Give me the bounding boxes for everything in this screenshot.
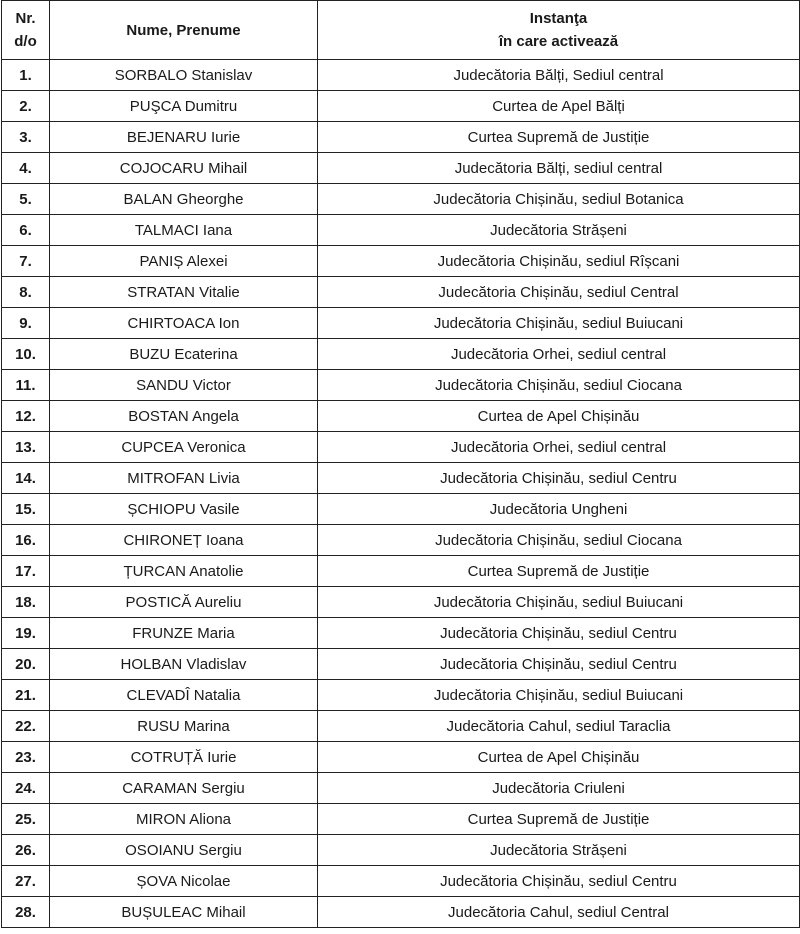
cell-institution: Judecătoria Chișinău, sediul Rîșcani bbox=[318, 246, 800, 277]
cell-name: FRUNZE Maria bbox=[50, 618, 318, 649]
cell-nr: 23. bbox=[2, 742, 50, 773]
cell-name: OSOIANU Sergiu bbox=[50, 835, 318, 866]
cell-institution: Judecătoria Bălți, sediul central bbox=[318, 153, 800, 184]
cell-institution: Judecătoria Chișinău, sediul Buiucani bbox=[318, 308, 800, 339]
cell-name: STRATAN Vitalie bbox=[50, 277, 318, 308]
cell-nr: 28. bbox=[2, 897, 50, 928]
cell-institution: Judecătoria Strășeni bbox=[318, 835, 800, 866]
cell-name: ȘCHIOPU Vasile bbox=[50, 494, 318, 525]
cell-nr: 3. bbox=[2, 122, 50, 153]
header-name bbox=[50, 1, 318, 60]
header-institution-line2: în care activează bbox=[498, 33, 619, 50]
table-row bbox=[2, 401, 800, 432]
cell-institution: Judecătoria Chișinău, sediul Centru bbox=[318, 463, 800, 494]
header-row bbox=[2, 1, 800, 60]
cell-nr: 2. bbox=[2, 91, 50, 122]
cell-institution: Judecătoria Bălți, Sediul central bbox=[318, 60, 800, 91]
cell-institution: Judecătoria Chișinău, sediul Centru bbox=[318, 649, 800, 680]
cell-name: COJOCARU Mihail bbox=[50, 153, 318, 184]
table-row bbox=[2, 246, 800, 277]
cell-name: COTRUȚĂ Iurie bbox=[50, 742, 318, 773]
header-nr-line2: d/o bbox=[14, 33, 37, 50]
table-row bbox=[2, 711, 800, 742]
table-row bbox=[2, 60, 800, 91]
table-row bbox=[2, 184, 800, 215]
table-row bbox=[2, 463, 800, 494]
cell-institution: Judecătoria Chișinău, sediul Ciocana bbox=[318, 370, 800, 401]
cell-institution: Curtea Supremă de Justiție bbox=[318, 804, 800, 835]
cell-nr: 15. bbox=[2, 494, 50, 525]
table-row bbox=[2, 835, 800, 866]
cell-name: PANIȘ Alexei bbox=[50, 246, 318, 277]
cell-name: CHIRTOACA Ion bbox=[50, 308, 318, 339]
cell-nr: 21. bbox=[2, 680, 50, 711]
cell-name: HOLBAN Vladislav bbox=[50, 649, 318, 680]
cell-nr: 6. bbox=[2, 215, 50, 246]
cell-name: CLEVADÎ Natalia bbox=[50, 680, 318, 711]
cell-nr: 4. bbox=[2, 153, 50, 184]
header-institution bbox=[318, 1, 800, 60]
cell-name: CHIRONEȚ Ioana bbox=[50, 525, 318, 556]
table-row bbox=[2, 866, 800, 897]
header-nr bbox=[2, 1, 50, 60]
table-row bbox=[2, 618, 800, 649]
cell-institution: Judecătoria Cahul, sediul Central bbox=[318, 897, 800, 928]
table-row bbox=[2, 277, 800, 308]
header-institution-line1: Instanţa bbox=[529, 10, 588, 27]
table-row bbox=[2, 556, 800, 587]
cell-institution: Judecătoria Chișinău, sediul Buiucani bbox=[318, 680, 800, 711]
cell-nr: 25. bbox=[2, 804, 50, 835]
cell-nr: 10. bbox=[2, 339, 50, 370]
table-row bbox=[2, 742, 800, 773]
cell-name: SORBALO Stanislav bbox=[50, 60, 318, 91]
cell-name: ȘOVA Nicolae bbox=[50, 866, 318, 897]
cell-institution: Judecătoria Cahul, sediul Taraclia bbox=[318, 711, 800, 742]
table-row bbox=[2, 339, 800, 370]
cell-institution: Judecătoria Ungheni bbox=[318, 494, 800, 525]
cell-institution: Curtea de Apel Chișinău bbox=[318, 401, 800, 432]
cell-institution: Judecătoria Chișinău, sediul Ciocana bbox=[318, 525, 800, 556]
cell-nr: 19. bbox=[2, 618, 50, 649]
cell-name: CUPCEA Veronica bbox=[50, 432, 318, 463]
table-row bbox=[2, 122, 800, 153]
table-row bbox=[2, 215, 800, 246]
cell-institution: Judecătoria Chișinău, sediul Buiucani bbox=[318, 587, 800, 618]
cell-nr: 16. bbox=[2, 525, 50, 556]
table-row bbox=[2, 494, 800, 525]
cell-nr: 11. bbox=[2, 370, 50, 401]
cell-name: BUȘULEAC Mihail bbox=[50, 897, 318, 928]
cell-institution: Judecătoria Orhei, sediul central bbox=[318, 339, 800, 370]
table-body bbox=[2, 60, 800, 928]
header-name-label: Nume, Prenume bbox=[126, 21, 241, 39]
table-row bbox=[2, 587, 800, 618]
cell-nr: 5. bbox=[2, 184, 50, 215]
cell-nr: 14. bbox=[2, 463, 50, 494]
cell-name: BUZU Ecaterina bbox=[50, 339, 318, 370]
cell-nr: 18. bbox=[2, 587, 50, 618]
table-header bbox=[2, 1, 800, 60]
cell-name: POSTICĂ Aureliu bbox=[50, 587, 318, 618]
table-row bbox=[2, 308, 800, 339]
cell-institution: Curtea Supremă de Justiție bbox=[318, 556, 800, 587]
cell-institution: Curtea de Apel Bălți bbox=[318, 91, 800, 122]
cell-nr: 27. bbox=[2, 866, 50, 897]
cell-institution: Curtea de Apel Chișinău bbox=[318, 742, 800, 773]
cell-institution: Judecătoria Chișinău, sediul Botanica bbox=[318, 184, 800, 215]
cell-nr: 8. bbox=[2, 277, 50, 308]
table-row bbox=[2, 432, 800, 463]
header-nr-line1: Nr. bbox=[15, 10, 36, 27]
cell-name: MITROFAN Livia bbox=[50, 463, 318, 494]
cell-name: CARAMAN Sergiu bbox=[50, 773, 318, 804]
table-row bbox=[2, 804, 800, 835]
cell-name: ȚURCAN Anatolie bbox=[50, 556, 318, 587]
cell-institution: Judecătoria Chișinău, sediul Centru bbox=[318, 866, 800, 897]
table-row bbox=[2, 680, 800, 711]
judges-table bbox=[1, 0, 800, 928]
cell-nr: 20. bbox=[2, 649, 50, 680]
table-row bbox=[2, 153, 800, 184]
table-row bbox=[2, 370, 800, 401]
cell-name: BALAN Gheorghe bbox=[50, 184, 318, 215]
cell-nr: 17. bbox=[2, 556, 50, 587]
cell-nr: 7. bbox=[2, 246, 50, 277]
cell-nr: 22. bbox=[2, 711, 50, 742]
cell-institution: Judecătoria Chișinău, sediul Centru bbox=[318, 618, 800, 649]
cell-name: TALMACI Iana bbox=[50, 215, 318, 246]
cell-nr: 13. bbox=[2, 432, 50, 463]
cell-name: RUSU Marina bbox=[50, 711, 318, 742]
cell-name: BEJENARU Iurie bbox=[50, 122, 318, 153]
table-row bbox=[2, 525, 800, 556]
cell-nr: 12. bbox=[2, 401, 50, 432]
cell-nr: 1. bbox=[2, 60, 50, 91]
cell-institution: Judecătoria Chișinău, sediul Central bbox=[318, 277, 800, 308]
cell-name: PUŞCA Dumitru bbox=[50, 91, 318, 122]
cell-institution: Judecătoria Strășeni bbox=[318, 215, 800, 246]
table-row bbox=[2, 773, 800, 804]
cell-institution: Judecătoria Criuleni bbox=[318, 773, 800, 804]
cell-institution: Curtea Supremă de Justiție bbox=[318, 122, 800, 153]
cell-institution: Judecătoria Orhei, sediul central bbox=[318, 432, 800, 463]
cell-name: BOSTAN Angela bbox=[50, 401, 318, 432]
cell-nr: 24. bbox=[2, 773, 50, 804]
table-row bbox=[2, 897, 800, 928]
cell-name: SANDU Victor bbox=[50, 370, 318, 401]
cell-nr: 9. bbox=[2, 308, 50, 339]
table-row bbox=[2, 649, 800, 680]
table-row bbox=[2, 91, 800, 122]
cell-name: MIRON Aliona bbox=[50, 804, 318, 835]
cell-nr: 26. bbox=[2, 835, 50, 866]
